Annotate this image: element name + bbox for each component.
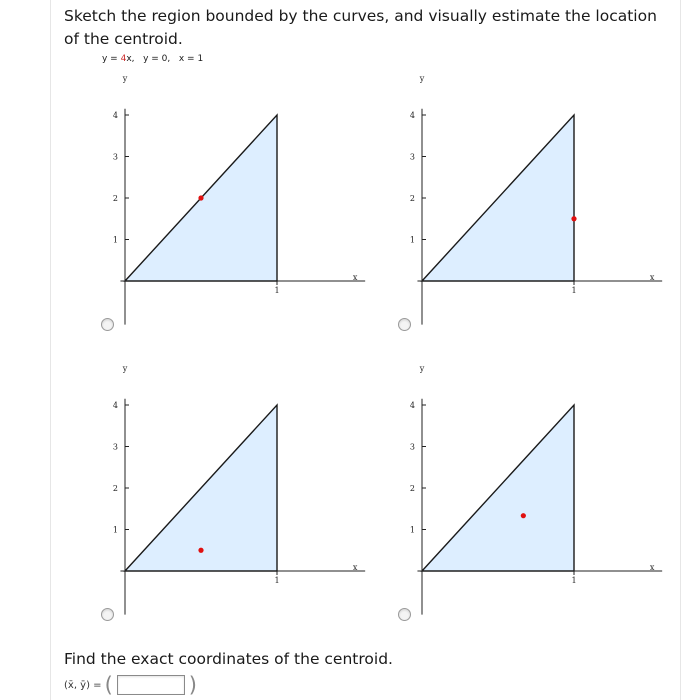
graph-option-a bbox=[112, 74, 376, 330]
answer-row bbox=[64, 672, 197, 698]
x-tick-label: 1 bbox=[571, 576, 577, 585]
y-tick-label: 3 bbox=[112, 442, 118, 452]
centroid-point bbox=[571, 216, 576, 221]
x-tick-label: 1 bbox=[274, 286, 280, 295]
right-margin-line bbox=[680, 0, 681, 700]
y-tick-label: 1 bbox=[409, 235, 415, 245]
graph-option-b bbox=[409, 74, 673, 330]
radio-option-d[interactable] bbox=[398, 608, 411, 621]
y-tick-label: 3 bbox=[112, 152, 118, 162]
centroid-label: (x̄, ȳ) = bbox=[64, 679, 102, 691]
close-paren: ) bbox=[188, 672, 197, 697]
question-prompt: Sketch the region bounded by the curves, and visually estimate the location of the centroid. bbox=[64, 7, 657, 48]
equation-prefix: y = bbox=[102, 54, 121, 64]
y-tick-label: 1 bbox=[409, 525, 415, 535]
y-axis-label: y bbox=[419, 74, 425, 83]
radio-option-c[interactable] bbox=[101, 608, 114, 621]
centroid-point bbox=[198, 195, 203, 200]
y-tick-label: 2 bbox=[112, 194, 118, 203]
y-tick-label: 3 bbox=[409, 152, 415, 162]
graph-option-d bbox=[409, 364, 673, 620]
y-axis-label: y bbox=[122, 364, 128, 373]
radio-option-b[interactable] bbox=[398, 318, 411, 331]
y-tick-label: 2 bbox=[409, 484, 415, 493]
y-tick-label: 3 bbox=[409, 442, 415, 452]
equation-rest: x, y = 0, x = 1 bbox=[126, 54, 204, 64]
region-triangle bbox=[422, 405, 574, 571]
x-axis-label: x bbox=[649, 273, 655, 282]
plot-svg bbox=[409, 74, 673, 330]
y-tick-label: 2 bbox=[112, 484, 118, 493]
y-tick-label: 4 bbox=[112, 401, 118, 410]
graph-option-c bbox=[112, 364, 376, 620]
centroid-question: Find the exact coordinates of the centroid. bbox=[64, 650, 393, 668]
y-tick-label: 4 bbox=[409, 111, 415, 120]
y-axis-label: y bbox=[419, 364, 425, 373]
curve-equations bbox=[102, 54, 203, 64]
x-axis-label: x bbox=[352, 273, 358, 282]
y-tick-label: 1 bbox=[112, 525, 118, 535]
y-axis-label: y bbox=[122, 74, 128, 83]
x-axis-label: x bbox=[649, 563, 655, 572]
plot-svg bbox=[112, 364, 376, 620]
left-margin-line bbox=[50, 0, 51, 700]
equation-coefficient: 4 bbox=[120, 54, 127, 64]
y-tick-label: 4 bbox=[409, 401, 415, 410]
plot-svg bbox=[409, 364, 673, 620]
x-axis-label: x bbox=[352, 563, 358, 572]
centroid-point bbox=[198, 548, 203, 553]
y-tick-label: 1 bbox=[112, 235, 118, 245]
centroid-point bbox=[521, 513, 526, 518]
centroid-answer-input[interactable] bbox=[117, 675, 185, 695]
radio-option-a[interactable] bbox=[101, 318, 114, 331]
open-paren: ( bbox=[104, 672, 113, 697]
region-triangle bbox=[125, 405, 277, 571]
y-tick-label: 2 bbox=[409, 194, 415, 203]
x-tick-label: 1 bbox=[274, 576, 280, 585]
region-triangle bbox=[422, 115, 574, 281]
plot-svg bbox=[112, 74, 376, 330]
x-tick-label: 1 bbox=[571, 286, 577, 295]
y-tick-label: 4 bbox=[112, 111, 118, 120]
